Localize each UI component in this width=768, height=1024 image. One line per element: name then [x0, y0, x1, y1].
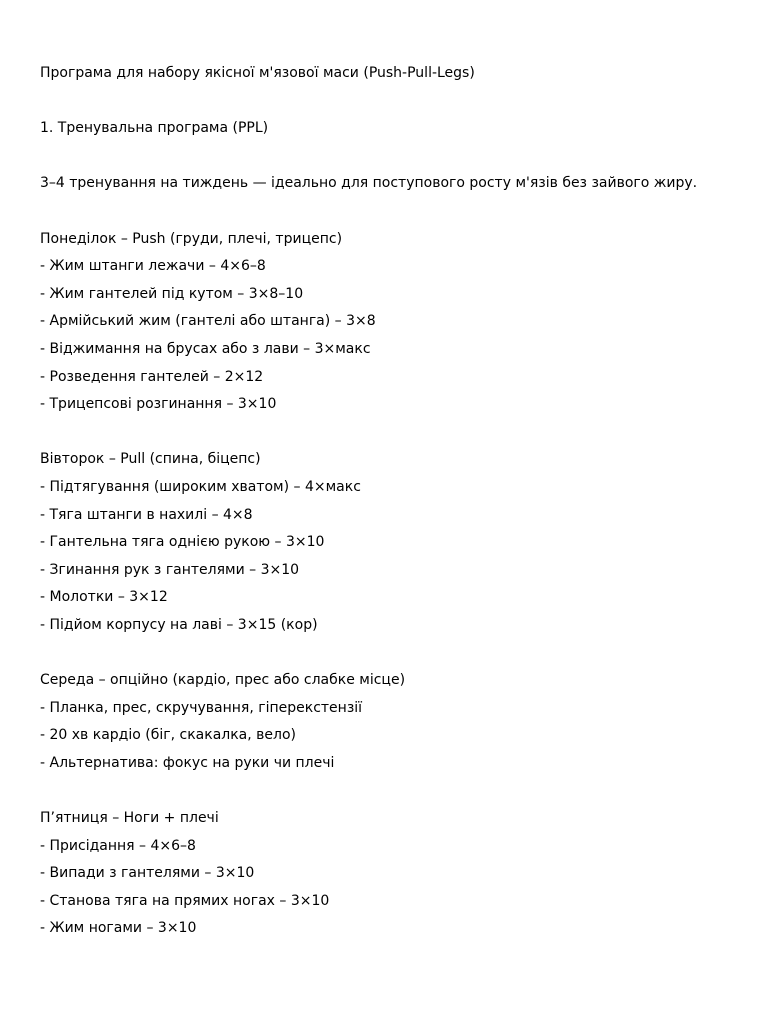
- exercise-item: - Гантельна тяга однією рукою – 3×10: [40, 534, 325, 551]
- exercise-item: - Трицепсові розгинання – 3×10: [40, 396, 277, 413]
- spacer: [40, 88, 740, 116]
- exercise-item: - Присідання – 4×6–8: [40, 837, 196, 854]
- exercise-item: - Випади з гантелями – 3×10: [40, 865, 255, 882]
- exercise-item: - Жим ногами – 3×10: [40, 920, 197, 937]
- spacer: [40, 143, 740, 171]
- spacer: [40, 777, 740, 805]
- intro-text: 3–4 тренування на тиждень — ідеально для поступового росту м'язів без зайвого жиру.: [40, 175, 698, 192]
- exercise-item: - Жим штанги лежачи – 4×6–8: [40, 258, 266, 275]
- day-heading-wednesday: Середа – опційно (кардіо, прес або слабке місце): [40, 672, 406, 689]
- exercise-item: - Жим гантелей під кутом – 3×8–10: [40, 285, 304, 302]
- exercise-item: - Молотки – 3×12: [40, 589, 168, 606]
- spacer: [40, 198, 740, 226]
- exercise-item: - Підтягування (широким хватом) – 4×макс: [40, 478, 361, 495]
- exercise-item: - Альтернатива: фокус на руки чи плечі: [40, 754, 335, 771]
- day-heading-friday: П’ятниця – Ноги + плечі: [40, 810, 219, 827]
- exercise-item: - Підйом корпусу на лаві – 3×15 (кор): [40, 616, 318, 633]
- exercise-item: - Віджимання на брусах або з лави – 3×макс: [40, 340, 371, 357]
- document-title: Програма для набору якісної м'язової маси (Push-Pull-Legs): [40, 65, 475, 81]
- exercise-item: - Згинання рук з гантелями – 3×10: [40, 561, 300, 578]
- spacer: [40, 419, 740, 447]
- exercise-item: - 20 хв кардіо (біг, скакалка, вело): [40, 727, 296, 744]
- section-heading: 1. Тренувальна програма (PPL): [40, 120, 269, 137]
- exercise-item: - Розведення гантелей – 2×12: [40, 368, 264, 385]
- day-heading-monday: Понеділок – Push (груди, плечі, трицепс): [40, 230, 343, 247]
- exercise-item: - Тяга штанги в нахилі – 4×8: [40, 506, 253, 523]
- spacer: [40, 639, 740, 667]
- day-heading-tuesday: Вівторок – Pull (спина, біцепс): [40, 451, 261, 468]
- document-page: [40, 60, 740, 943]
- exercise-item: - Планка, прес, скручування, гіперекстензії: [40, 699, 363, 716]
- exercise-item: - Станова тяга на прямих ногах – 3×10: [40, 892, 330, 909]
- exercise-item: - Армійський жим (гантелі або штанга) – 3×8: [40, 313, 376, 330]
